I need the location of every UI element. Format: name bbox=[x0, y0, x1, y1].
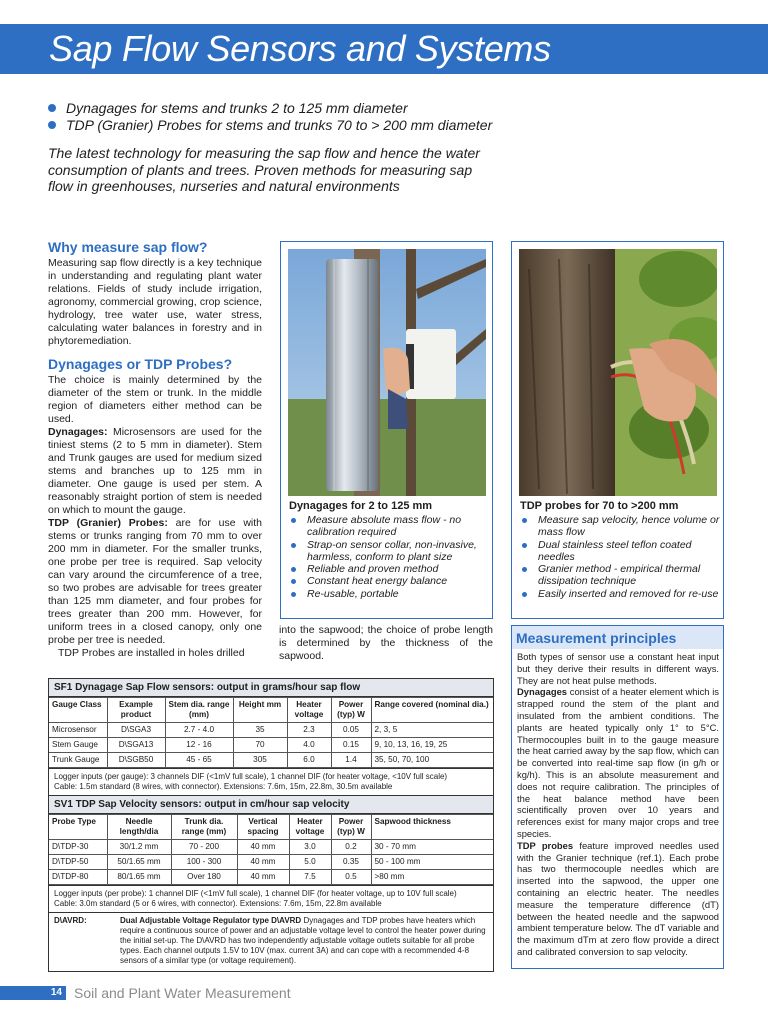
bullet-dot-icon bbox=[291, 567, 296, 572]
bullet-dot-icon bbox=[522, 543, 527, 548]
feature-item: Granier method - empirical thermal dissipation technique bbox=[520, 563, 720, 588]
sv1-table-title: SV1 TDP Sap Velocity sensors: output in cm/hour sap velocity bbox=[49, 796, 493, 814]
table-row: D\TDP-80 80/1.65 mm Over 180 40 mm 7.5 0.5 >80 mm bbox=[49, 870, 493, 885]
bullet-dot-icon bbox=[522, 518, 527, 523]
feature-item: Measure absolute mass flow - no calibration required bbox=[289, 514, 489, 539]
tdp-caption-title: TDP probes for 70 to >200 mm bbox=[520, 500, 679, 512]
tdp-text: TDP (Granier) Probes: are for use with stems or trunks ranging from 70 mm to over 200 mm in diameter. For the smaller trunks, one probe per tree is required. Sap velocity can vary around the circumference of a tree, so two probes are advisable for trees greater than 125 mm diameter, and four probes for trees greater than 200 mm. However, for uniform trees in a closed canopy, only one probe per tree is needed. bbox=[48, 517, 262, 646]
sv1-notes: Logger inputs (per probe): 1 channel DIF (<1mV full scale), 1 channel DIF (for heater voltage, up to 10V full scale) Cable: 3.0m standard (5 or 6 wires, with connector). Extensions: 7.6m, 15m, 22.8m available bbox=[49, 885, 493, 913]
column-header: Needle length/dia bbox=[107, 815, 171, 840]
footer-text: Soil and Plant Water Measurement bbox=[74, 985, 291, 1001]
sf1-table bbox=[49, 697, 493, 768]
table-header-row bbox=[49, 815, 493, 840]
avrd-row bbox=[49, 913, 493, 969]
title-bar bbox=[0, 24, 768, 74]
sf1-table-title: SF1 Dynagage Sap Flow sensors: output in grams/hour sap flow bbox=[49, 679, 493, 697]
column-header: Range covered (nominal dia.) bbox=[371, 698, 493, 723]
principles-dynagages: Dynagages consist of a heater element which is strapped round the stem of the plant and insulated from the ambient conditions. The plants are heated typically only 1° to 5°C. Thermocouples built in to the gauge measure the heat carried away by the sap flow, which can be converted into real-time sap flow (in g/h or kg/h). This is an absolute measurement and does not require calibration. The principles of the heat balance method have been scientifically proven over 10 years and references exist for many major crops and tree species. bbox=[517, 686, 719, 839]
feature-item: Dual stainless steel teflon coated needles bbox=[520, 539, 720, 564]
column-header: Example product bbox=[107, 698, 165, 723]
dynagage-features bbox=[289, 514, 489, 600]
bullet-dot-icon bbox=[522, 567, 527, 572]
choice-heading: Dynagages or TDP Probes? bbox=[48, 356, 233, 372]
specifications-table bbox=[48, 678, 494, 972]
tdp-panel bbox=[511, 241, 724, 619]
column-header: Stem dia. range (mm) bbox=[165, 698, 233, 723]
column-header: Gauge Class bbox=[49, 698, 107, 723]
column-header: Sapwood thickness bbox=[371, 815, 493, 840]
feature-item: Easily inserted and removed for re-use bbox=[520, 588, 720, 600]
sv1-table bbox=[49, 814, 493, 885]
column-header: Vertical spacing bbox=[237, 815, 289, 840]
feature-item: Measure sap velocity, hence volume or mass flow bbox=[520, 514, 720, 539]
feature-item: Reliable and proven method bbox=[289, 563, 489, 575]
tdp-photo bbox=[519, 249, 717, 496]
table-row: Microsensor D\SGA3 2.7 - 4.0 35 2.3 0.05 2, 3, 5 bbox=[49, 723, 493, 738]
bullet-dot-icon bbox=[291, 518, 296, 523]
table-row: Stem Gauge D\SGA13 12 - 16 70 4.0 0.15 9, 10, 13, 16, 19, 25 bbox=[49, 738, 493, 753]
why-text: Measuring sap flow directly is a key technique in understanding and regulating plant water relations. Fields of study include irrigation, agronomy, commercial growing, crop science, hydrology, tree water use, water stress, calculating water balances in forestry and in phytoremediation. bbox=[48, 257, 262, 347]
left-column bbox=[48, 239, 262, 660]
page-title: Sap Flow Sensors and Systems bbox=[49, 28, 551, 69]
feature-item: Re-usable, portable bbox=[289, 588, 489, 600]
bullet-dot-icon bbox=[48, 121, 56, 129]
feature-item: Constant heat energy balance bbox=[289, 575, 489, 587]
continued-text: into the sapwood; the choice of probe length is determined by the thickness of the sapwood. bbox=[279, 624, 493, 662]
column-header: Power (typ) W bbox=[331, 698, 371, 723]
bullet-item: TDP (Granier) Probes for stems and trunks 70 to > 200 mm diameter bbox=[48, 117, 738, 134]
choice-text: The choice is mainly determined by the diameter of the stem or trunk. In the middle region of diameters either method can be used. bbox=[48, 374, 262, 425]
dynagage-caption-title: Dynagages for 2 to 125 mm bbox=[289, 500, 433, 512]
bullet-dot-icon bbox=[291, 592, 296, 597]
intro-paragraph: The latest technology for measuring the sap flow and hence the water consumption of plants and trees. Proven methods for measuring sap flow in greenhouses, nurseries and natural environments bbox=[48, 145, 480, 194]
column-header: Heater voltage bbox=[289, 815, 331, 840]
table-row: D\TDP-30 30/1.2 mm 70 - 200 40 mm 3.0 0.2 30 - 70 mm bbox=[49, 840, 493, 855]
table-row: Trunk Gauge D\SGB50 45 - 65 305 6.0 1.4 35, 50, 70, 100 bbox=[49, 753, 493, 768]
page-footer bbox=[0, 986, 768, 1000]
dynagages-text: Dynagages: Microsensors are used for the tiniest stems (2 to 5 mm in diameter). Stem and Trunk gauges are used for medium sized stems and branches up to 125 mm in diameter. One gauge is used per stem. A reasonably straight portion of stem is needed on which to mount the gauge. bbox=[48, 426, 262, 516]
column-header: Height mm bbox=[233, 698, 287, 723]
page-number: 14 bbox=[0, 986, 66, 1000]
column-header: Trunk dia. range (mm) bbox=[171, 815, 237, 840]
table-header-row bbox=[49, 698, 493, 723]
dynagage-panel bbox=[280, 241, 493, 619]
avrd-description: Dual Adjustable Voltage Regulator type D\AVRD Dynagages and TDP probes have heaters which require a continuous source of power and an adjustable voltage level to control the heater power during the initial set-up. The D\AVRD has two independently adjustable voltage outlets suitable for all probe types. Each channel outputs 1.5V to 10V (max. current 3A) and can cope with a recommended 4-8 sensors of a similar type (or voltage requirement). bbox=[120, 916, 486, 965]
feature-item: Strap-on sensor collar, non-invasive, harmless, conform to plant size bbox=[289, 539, 489, 564]
why-heading: Why measure sap flow? bbox=[48, 239, 208, 255]
bullet-dot-icon bbox=[291, 543, 296, 548]
bullet-item: Dynagages for stems and trunks 2 to 125 mm diameter bbox=[48, 100, 738, 117]
dynagage-photo bbox=[288, 249, 486, 496]
principles-tdp: TDP probes feature improved needles used with the Granier technique (ref.1). Each probe has two thermocouple needles which are inserted into the sapwood, the upper one containing an electric heater. The needles measure the temperature difference (dT) between the heated needle and the sapwood ambient temperature below. The dT variable and the maximum dTm at zero flow provide a direct and calibrated conversion to sap velocity. bbox=[517, 839, 719, 957]
principles-intro: Both types of sensor use a constant heat input but they derive their results in different ways. They are not heat pulse methods. bbox=[517, 651, 719, 686]
column-header: Heater voltage bbox=[287, 698, 331, 723]
bullet-dot-icon bbox=[48, 104, 56, 112]
bullet-dot-icon bbox=[291, 579, 296, 584]
column-header: Probe Type bbox=[49, 815, 107, 840]
column-header: Power (typ) W bbox=[331, 815, 371, 840]
feature-bullets bbox=[48, 100, 738, 134]
tdp-install-text: TDP Probes are installed in holes drilled bbox=[58, 647, 245, 659]
measurement-principles-panel bbox=[511, 625, 724, 969]
table-row: D\TDP-50 50/1.65 mm 100 - 300 40 mm 5.0 0.35 50 - 100 mm bbox=[49, 855, 493, 870]
principles-heading: Measurement principles bbox=[512, 626, 723, 649]
sf1-notes: Logger inputs (per gauge): 3 channels DIF (<1mV full scale), 1 channel DIF (for heater voltage, <10V full scale) Cable: 1.5m standard (8 wires, with connector). Extensions: 7.6m, 15m, 22.8m, 30.5m available bbox=[49, 768, 493, 796]
tdp-features bbox=[520, 514, 720, 600]
avrd-label: D\AVRD: bbox=[54, 916, 87, 925]
bullet-dot-icon bbox=[522, 592, 527, 597]
